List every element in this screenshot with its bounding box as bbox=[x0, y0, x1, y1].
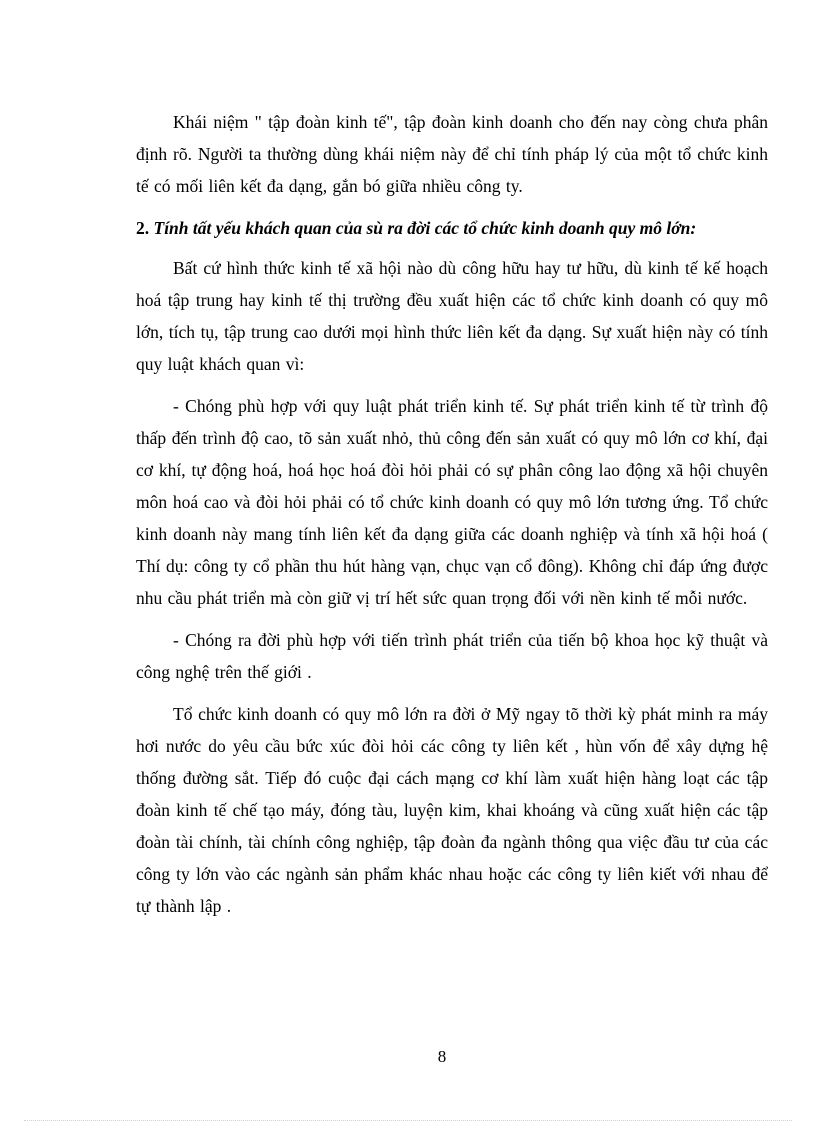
paragraph-body-2: - Chóng phù hợp với quy luật phát triển kinh tế. Sự phát triển kinh tế từ trình độ thấp đến trình độ cao, tõ sản xuất nhỏ, thủ công đến sản xuất có quy mô lớn cơ khí, đại cơ khí, tự động hoá, hoá học hoá đòi hỏi phải có sự phân công lao động xã hội chuyên môn hoá cao và đòi hỏi phải có tổ chức kinh doanh có quy mô lớn tương ứng. Tổ chức kinh doanh này mang tính liên kết đa dạng giữa các doanh nghiệp và tính xã hội hoá ( Thí dụ: công ty cổ phần thu hút hàng vạn, chục vạn cổ đông). Không chỉ đáp ứng được nhu cầu phát triển mà còn giữ vị trí hết sức quan trọng đối với nền kinh tế mỗi nước. bbox=[136, 396, 768, 608]
page-content bbox=[136, 106, 768, 932]
paragraph-body-3: - Chóng ra đời phù hợp với tiến trình phát triển của tiến bộ khoa học kỹ thuật và công nghệ trên thế giới . bbox=[136, 630, 768, 682]
section-title: Tính tất yếu khách quan của sù ra đời các tổ chức kinh doanh quy mô lớn: bbox=[153, 218, 697, 238]
section-number: 2. bbox=[136, 218, 150, 238]
page-number: 8 bbox=[437, 1047, 447, 1066]
page-bottom-divider bbox=[24, 1120, 792, 1121]
section-heading bbox=[136, 212, 768, 244]
paragraph-body-4: Tổ chức kinh doanh có quy mô lớn ra đời ở Mỹ ngay tõ thời kỳ phát minh ra máy hơi nước do yêu cầu bức xúc đòi hỏi các công ty liên kết , hùn vốn để xây dựng hệ thống đường sắt. Tiếp đó cuộc đại cách mạng cơ khí làm xuất hiện hàng loạt các tập đoàn kinh tế chế tạo máy, đóng tàu, luyện kim, khai khoáng và cũng xuất hiện các tập đoàn tài chính, tài chính công nghiệp, tập đoàn đa ngành thông qua việc đầu tư của các công ty lớn vào các ngành sản phẩm khác nhau hoặc các công ty liên kiết với nhau để tự thành lập . bbox=[136, 704, 768, 916]
paragraph-intro: Khái niệm " tập đoàn kinh tế", tập đoàn kinh doanh cho đến nay còng chưa phân định rõ. Người ta thường dùng khái niệm này để chỉ tính pháp lý của một tổ chức kinh tế có mối liên kết đa dạng, gắn bó giữa nhiều công ty. bbox=[136, 112, 768, 196]
paragraph-body-1: Bất cứ hình thức kinh tế xã hội nào dù công hữu hay tư hữu, dù kinh tế kế hoạch hoá tập trung hay kinh tế thị trường đều xuất hiện các tổ chức kinh doanh có quy mô lớn, tích tụ, tập trung cao dưới mọi hình thức liên kết đa dạng. Sự xuất hiện này có tính quy luật khách quan vì: bbox=[136, 258, 768, 374]
